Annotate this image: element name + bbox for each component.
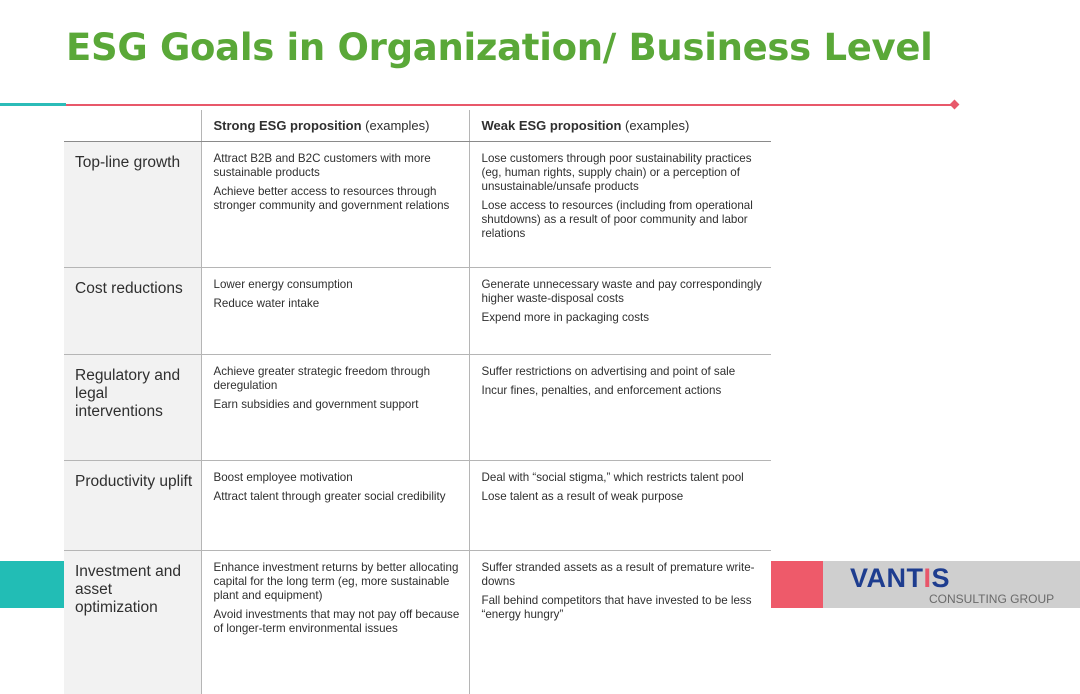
row-category: Top-line growth <box>64 142 201 268</box>
table-row <box>64 355 771 461</box>
header-weak: Weak ESG proposition (examples) <box>469 110 771 142</box>
header-blank <box>64 110 201 142</box>
table-row <box>64 268 771 355</box>
header-strong: Strong ESG proposition (examples) <box>201 110 469 142</box>
weak-cell <box>469 355 771 461</box>
strong-item: Achieve greater strategic freedom through deregulation <box>214 365 461 393</box>
strong-cell <box>201 355 469 461</box>
strong-item: Earn subsidies and government support <box>214 398 461 412</box>
table-row <box>64 142 771 268</box>
esg-table <box>64 110 771 694</box>
row-category: Cost reductions <box>64 268 201 355</box>
weak-cell <box>469 551 771 694</box>
strong-cell <box>201 142 469 268</box>
weak-item: Lose access to resources (including from operational shutdowns) as a result of poor community and labor relations <box>482 199 764 241</box>
weak-item: Expend more in packaging costs <box>482 311 764 325</box>
row-category: Investment and asset optimization <box>64 551 201 694</box>
weak-cell <box>469 142 771 268</box>
row-category: Productivity uplift <box>64 461 201 551</box>
row-category: Regulatory and legal interventions <box>64 355 201 461</box>
strong-item: Avoid investments that may not pay off because of longer-term environmental issues <box>214 608 461 636</box>
footer-red-block <box>771 561 823 608</box>
title-rule-diamond <box>950 100 960 110</box>
slide-title: ESG Goals in Organization/ Business Level <box>66 26 933 69</box>
strong-item: Achieve better access to resources through stronger community and government relations <box>214 185 461 213</box>
logo-subtitle: CONSULTING GROUP <box>929 592 1054 606</box>
strong-item: Reduce water intake <box>214 297 461 311</box>
table-row <box>64 461 771 551</box>
weak-item: Suffer restrictions on advertising and point of sale <box>482 365 764 379</box>
weak-item: Generate unnecessary waste and pay correspondingly higher waste-disposal costs <box>482 278 764 306</box>
strong-item: Attract B2B and B2C customers with more sustainable products <box>214 152 461 180</box>
table-row <box>64 551 771 694</box>
weak-item: Suffer stranded assets as a result of premature write-downs <box>482 561 764 589</box>
strong-cell <box>201 551 469 694</box>
vantis-logo: VANTIS <box>850 563 950 594</box>
weak-item: Lose talent as a result of weak purpose <box>482 490 764 504</box>
title-rule-red <box>66 104 954 106</box>
strong-item: Lower energy consumption <box>214 278 461 292</box>
table-header-row <box>64 110 771 142</box>
weak-item: Lose customers through poor sustainability practices (eg, human rights, supply chain) or a perception of unsustainable/unsafe products <box>482 152 764 194</box>
strong-item: Enhance investment returns by better allocating capital for the long term (eg, more sustainable plant and equipment) <box>214 561 461 603</box>
weak-cell <box>469 268 771 355</box>
weak-item: Fall behind competitors that have invested to be less “energy hungry” <box>482 594 764 622</box>
title-rule-teal <box>0 103 66 106</box>
weak-item: Incur fines, penalties, and enforcement actions <box>482 384 764 398</box>
weak-item: Deal with “social stigma,” which restricts talent pool <box>482 471 764 485</box>
strong-item: Boost employee motivation <box>214 471 461 485</box>
strong-item: Attract talent through greater social credibility <box>214 490 461 504</box>
strong-cell <box>201 461 469 551</box>
weak-cell <box>469 461 771 551</box>
strong-cell <box>201 268 469 355</box>
footer-teal-block <box>0 561 64 608</box>
